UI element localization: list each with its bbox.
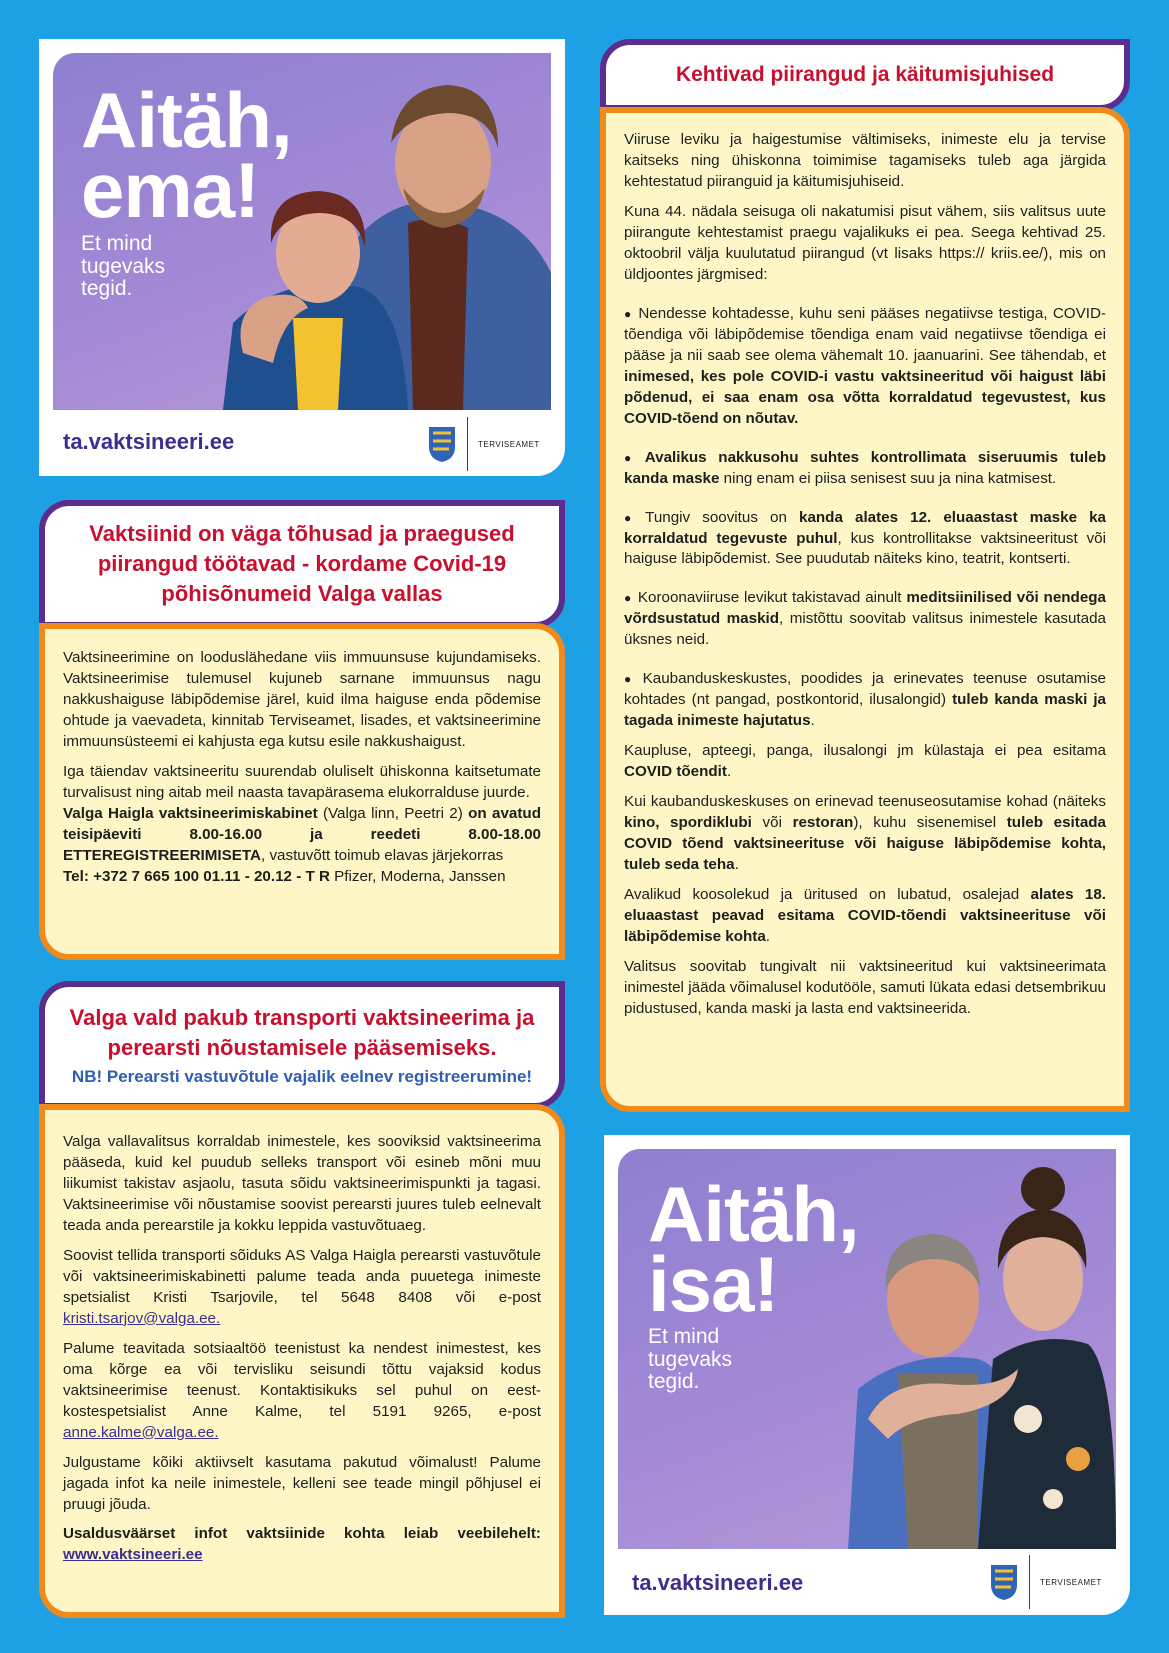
poster-father <box>604 1135 1130 1615</box>
transport-headline: Valga vald pakub transporti vaktsineerima ja perearsti nõustamisele pääsemiseks. <box>69 1005 535 1060</box>
restrictions-headline-card <box>600 39 1130 111</box>
vaccines-panel <box>39 623 565 960</box>
restriction-item-negative-test: ● Nendesse kohtadesse, kuhu seni pääses negatiivse testiga, COVID-tõendiga või läbipõdemise tõendiga enam vaid negatiivse tõendiga ei pääse ja nii saab see olema vähemalt 10. jaanuarini. See tähendab, et inimesed, kes pole COVID-i vastu vaktsineeritud või haigust läbi põdenud, ei saa enam osa võtta korraldatud tegevustest, kus COVID-tõend on nõutav. <box>624 304 1106 430</box>
poster-mother-photo <box>53 53 551 410</box>
kristi-email-link[interactable]: kristi.tsarjov@valga.ee. <box>63 1309 221 1327</box>
mother-son-photo <box>223 73 551 410</box>
restriction-item-medical-masks: ● Koroonaviiruse levikut takistavad ainult meditsiinilised või nendega võrdsustatud maskid, mistõttu soovitab valitsus inimestele kasutada üksnes neid. <box>624 588 1106 651</box>
restrictions-recommendation: Valitsus soovitab tungivalt nii vaktsineeritud kui vaktsineerimata inimestel jääda võimalusel kodutööle, samuti lükata edasi detsembrikuu pidustused, kanda maski ja lasta end vaktsineerida. <box>624 957 1106 1017</box>
poster-father-subtitle: Et mind tugevaks tegid. <box>648 1325 733 1394</box>
terviseamet-logo: TERVISEAMET <box>427 417 540 471</box>
vaccines-safety: Iga täiendav vaktsineeritu suurendab oluliselt ühiskonna kaitsetumate turvalisust ning aitab meil naasta tavapärasema elukorralduse juurde. <box>63 762 541 801</box>
restriction-item-masks-indoors: ● Avalikus nakkusohu suhtes kontrollimata siseruumis tuleb kanda maske ning enam ei piisa senisest suu ja nina katmisest. <box>624 448 1106 490</box>
restrictions-headline: Kehtivad piirangud ja käitumisjuhised <box>675 63 1055 86</box>
poster-mother <box>39 39 565 476</box>
restrictions-panel <box>600 107 1130 1112</box>
trusted-info: Usaldusväärset infot vaktsiinide kohta leiab veebilehelt: www.vaktsineeri.ee <box>63 1525 541 1564</box>
terviseamet-logo-2: TERVISEAMET <box>989 1555 1102 1609</box>
poster-father-title: Aitäh, isa! <box>648 1170 859 1329</box>
restrictions-intro: Viiruse leviku ja haigestumise vältimiseks, inimeste elu ja tervise kaitseks ning ühiskonna toimimise tagamiseks tuleb aga järgida kehtestatud piiranguid ja käitumisjuhiseid. <box>624 131 1106 190</box>
restrictions-mall-services: Kui kaubanduskeskuses on erinevad teenuseosutamise kohad (näiteks kino, spordiklubi või restoran), kuhu sisenemisel tuleb esitada COVID tõend vaktsineerituse või haiguse läbipõdemise kohta, tuleb seda teha. <box>624 793 1106 874</box>
poster-father-url[interactable]: ta.vaktsineeri.ee <box>632 1570 804 1595</box>
restriction-item-shopping: ● Kaubanduskeskustes, poodides ja erinevates teenuse osutamise kohtades (nt pangad, postkontorid, ilusalongid) tuleb kanda maski ja tagada inimeste hajutatus. <box>624 669 1106 732</box>
vaccines-headline: Vaktsiinid on väga tõhusad ja praegused piirangud töötavad - kordame Covid-19 põhisõnumeid Valga vallas <box>89 521 515 606</box>
poster-mother-url[interactable]: ta.vaktsineeri.ee <box>63 429 235 454</box>
transport-headline-card <box>39 981 565 1109</box>
transport-registration-note: NB! Perearsti vastuvõtule vajalik eelnev registreerumine! <box>71 1066 533 1086</box>
restrictions-no-certificate: Kaupluse, apteegi, panga, ilusalongi jm külastaja ei pea esitama COVID tõendit. <box>624 742 1106 781</box>
transport-offer: Valga vallavalitsus korraldab inimestele, kes sooviksid vaktsineerima pääseda, kuid kel puudub selleks transport või esineb mõni muu liikumist takistav asjaolu, tasuta sõidu vaktsineerimispunkti ja tagasi. Vaktsineerimise või nõustamise soovist perearsti juures tuleb eelnevalt teada anda perearstile ja kokku leppida vastuvõtuaeg. <box>63 1133 541 1234</box>
restrictions-public-events: Avalikud koosolekud ja üritused on lubatud, osalejad alates 18. eluaastast peavad esitama COVID-tõendi vaktsineerituse või läbipõdemise kohta. <box>624 886 1106 945</box>
vaktsineeri-website-link[interactable]: www.vaktsineeri.ee <box>63 1546 203 1564</box>
home-vaccination-info: Palume teavitada sotsiaaltöö teenistust ka nendest inimestest, kes oma kõrge ea või tervisliku seisundi tõttu vajaksid kodus vaktsineerimise teenust. Kontaktisikuks sel puhul on eest-kostespetsialist Anne Kalme, tel 5191 9265, e-post anne.kalme@valga.ee. <box>63 1339 541 1441</box>
poster-mother-subtitle: Et mind tugevaks tegid. <box>81 232 166 301</box>
transport-panel <box>39 1104 565 1618</box>
estonian-coat-of-arms-icon <box>989 1563 1019 1601</box>
poster-father-photo <box>618 1149 1116 1549</box>
vaccines-headline-card <box>39 500 565 628</box>
vaccination-cabinet-info: Valga Haigla vaktsineerimiskabinet (Valga linn, Peetri 2) on avatud teisipäeviti 8.00-16.00 ja reedeti 8.00-18.00 ETTEREGISTREERIMISETA, vastuvõtt toimub elavas järjekorras Tel: +372 7 665 100 01.11 - 20.12 - T R Pfizer, Moderna, Janssen <box>63 804 541 885</box>
vaccines-natural-way: Vaktsineerimine on looduslähedane viis immuunsuse kujundamiseks. Vaktsineerimise tulemusel kujuneb sarnane immuunsus nagu nakkushaiguse läbipõdemise järel, kuid ilma haiguse enda põdemise ohtude ja vaevadeta, kinnitab Terviseamet, lisades, et vaktsineerimine immuunsüsteemi ei kahjusta ega kutsu esile nakkushaigust. <box>63 649 541 750</box>
anne-email-link[interactable]: anne.kalme@valga.ee. <box>63 1423 219 1441</box>
father-daughter-photo <box>828 1159 1116 1549</box>
transport-order-info: Soovist tellida transporti sõiduks AS Valga Haigla perearsti vastuvõtule või vaktsineerimiskabinetti palume teada anda puuetega inimeste spetsialist Kristi Tsarjovile, tel 5648 8408 või e-post kristi.tsarjov@valga.ee. <box>63 1246 541 1327</box>
restrictions-current: Kuna 44. nädala seisuga oli nakatumisi pisut vähem, siis valitsus uute piirangute kehtestamist praegu vajalikuks ei pea. Seega kehtivad 25. oktoobril välja kuulutatud piirangud (vt lisaks https:// kriis.ee/), mis on üldjoontes järgmised: <box>624 202 1106 283</box>
poster-mother-title: Aitäh, ema! <box>81 76 292 235</box>
restriction-item-masks-12: ● Tungiv soovitus on kanda alates 12. eluaastast maske ka korraldatud tegevuste puhul, kus kontrollitakse vaktsineeritust või haiguse läbipõdemist. See puudutab näiteks kino, teatrit, kontserti. <box>624 508 1106 571</box>
transport-encouragement: Julgustame kõiki aktiivselt kasutama pakutud võimalust! Palume jagada infot ka neile inimestele, kelleni see teade mingil põhjusel ei pruugi jõuda. <box>63 1453 541 1513</box>
estonian-coat-of-arms-icon <box>427 425 457 463</box>
